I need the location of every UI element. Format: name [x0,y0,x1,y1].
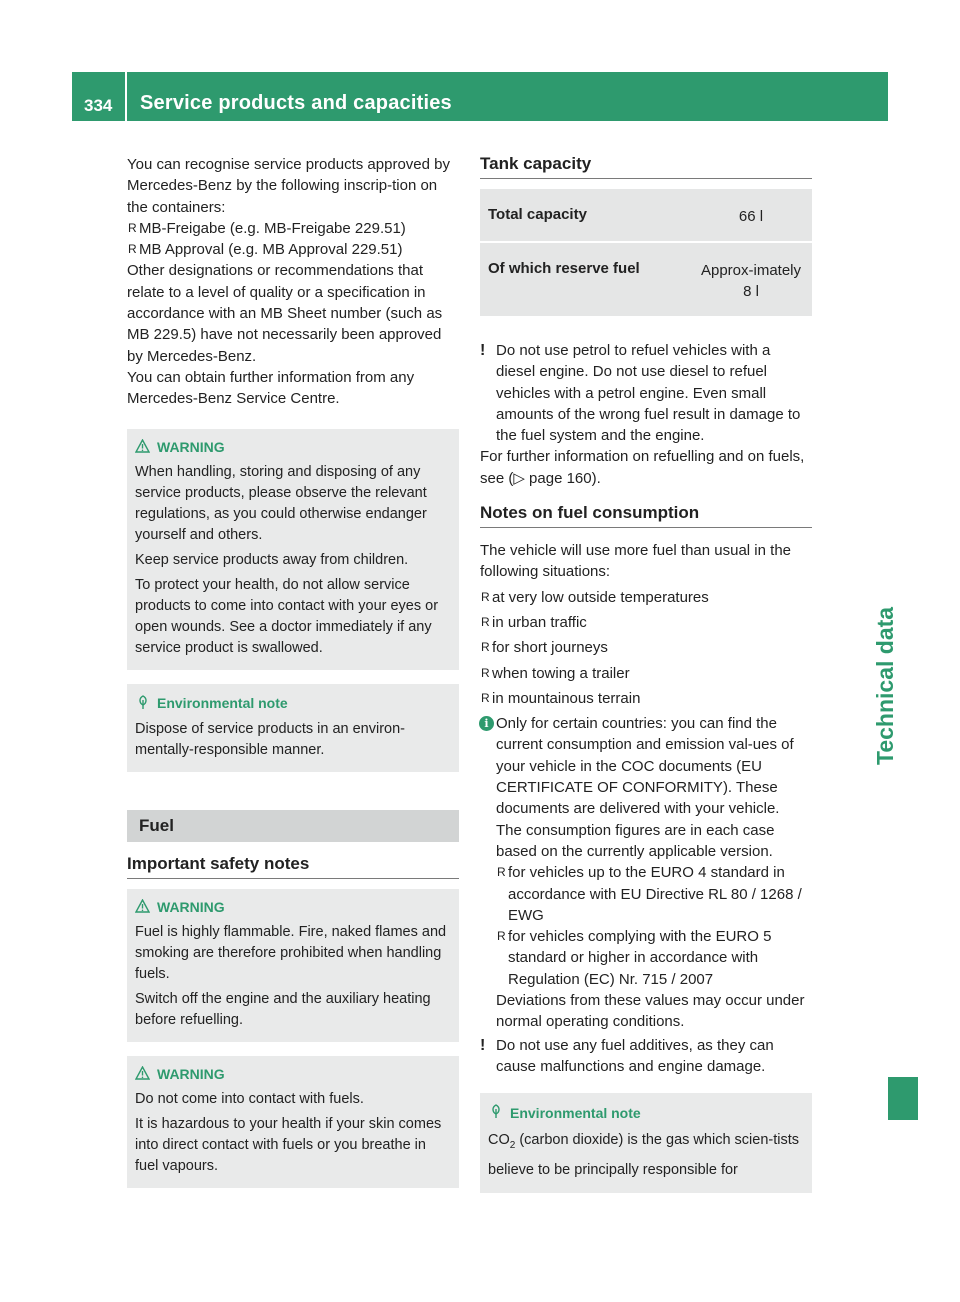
warning-text: Keep service products away from children. [135,551,409,568]
page-number: 334 [72,72,125,121]
caution-note [480,340,812,446]
page-title: Service products and capacities [127,72,888,121]
warning-text: When handling, storing and disposing of any service products, please observe the relevant regulations, as you could otherwise endanger yourself and others. [135,463,427,543]
side-tab-marker [888,1077,918,1120]
left-column [127,154,459,1188]
list-item: R MB Approval (e.g. MB Approval 229.51) [127,239,459,260]
environmental-note-label: Environmental note [510,1104,641,1121]
environmental-note-box [127,684,459,772]
warning-text: Fuel is highly flammable. Fire, naked flames and smoking are therefore prohibited when handling fuels. [135,923,447,982]
table-row [480,189,812,242]
info-text: Only for certain countries: you can find the current consumption and emission val-ues of your vehicle in the COC documents (EU CERTIFICATE OF CONFORMITY). These documents are delivered with your vehicle. [496,715,794,818]
refuel-info-paragraph: For further information on refuelling and on fuels, see (▷ page 160). [480,448,805,487]
service-centre-paragraph: You can obtain further information from any Mercedes-Benz Service Centre. [127,368,415,408]
list-item: R for short journeys [480,637,812,658]
environmental-note-text: $CO_2$ (carbon dioxide) is the gas which scien-tists believe to be principally responsible for [488,1132,799,1179]
leaf-icon [135,694,157,713]
warning-text: Do not come into contact with fuels. [135,1090,364,1107]
list-item: R at very low outside temperatures [480,587,812,608]
info-note [480,713,812,1032]
designations-paragraph: Other designations or recommendations that relate to a level of quality or a specification in accordance with an MB Sheet number (such as MB 229.5) have not necessarily been approved by Mercedes-Benz. [127,262,443,365]
warning-text: It is hazardous to your health if your skin comes into direct contact with fuels or you breathe in fuel vapours. [135,1115,442,1174]
table-cell-value: 66 l [690,189,812,242]
caution-text: Do not use any fuel additives, as they can cause malfunctions and engine damage. [496,1036,774,1075]
exclamation-icon: ! [480,342,486,359]
exclamation-icon: ! [480,1036,486,1054]
environmental-note-text: Dispose of service products in an environ-mentally-responsible manner. [135,720,405,758]
warning-label: WARNING [157,899,225,916]
info-text: Deviations from these values may occur under normal operating conditions. [496,992,805,1031]
info-icon: i [479,716,494,731]
list-item: R for vehicles complying with the EURO 5 standard or higher in accordance with Regulation (EC) Nr. 715 / 2007 [496,926,812,990]
table-cell-key: Of which reserve fuel [480,242,690,317]
table-row [480,242,812,317]
info-text: The consumption figures are in each case based on the currently applicable version. [496,821,775,860]
warning-box [127,889,459,1042]
caution-text: Do not use petrol to refuel vehicles with a diesel engine. Do not use diesel to refuel vehicles with a petrol engine. Even small amounts of the wrong fuel result in damage to the fuel system and the engine. [496,342,801,445]
warning-label: WARNING [157,1066,225,1083]
warning-box [127,1056,459,1188]
list-item: R when towing a trailer [480,663,812,684]
list-item: R for vehicles up to the EURO 4 standard in accordance with EU Directive RL 80 / 1268 / EWG [496,862,812,926]
warning-text: Switch off the engine and the auxiliary heating before refuelling. [135,990,431,1028]
heading-important-safety-notes: Important safety notes [127,842,459,879]
tank-capacity-table [480,189,812,318]
warning-label: WARNING [157,439,225,456]
right-column [480,154,812,1193]
table-cell-key: Total capacity [480,189,690,242]
table-cell-value: Approx-imately 8 l [690,242,812,317]
warning-triangle-icon [135,899,157,916]
warning-box [127,429,459,670]
list-item: R MB-Freigabe (e.g. MB-Freigabe 229.51) [127,218,459,239]
warning-triangle-icon [135,439,157,456]
list-item: R in mountainous terrain [480,688,812,709]
warning-text: To protect your health, do not allow service products to come into contact with your eyes or open wounds. See a doctor immediately if any service product is swallowed. [135,576,439,656]
environmental-note-label: Environmental note [157,695,288,712]
heading-fuel-consumption: Notes on fuel consumption [480,489,812,528]
caution-note [480,1035,812,1078]
warning-triangle-icon [135,1066,157,1083]
consumption-intro: The vehicle will use more fuel than usual in the following situations: [480,542,792,581]
environmental-note-box [480,1093,812,1193]
section-heading-fuel: Fuel [127,810,459,842]
heading-tank-capacity: Tank capacity [480,154,812,179]
list-item: R in urban traffic [480,612,812,633]
intro-paragraph: You can recognise service products approved by Mercedes-Benz by the following inscrip-tion on the containers: [127,156,450,216]
leaf-icon [488,1103,510,1122]
